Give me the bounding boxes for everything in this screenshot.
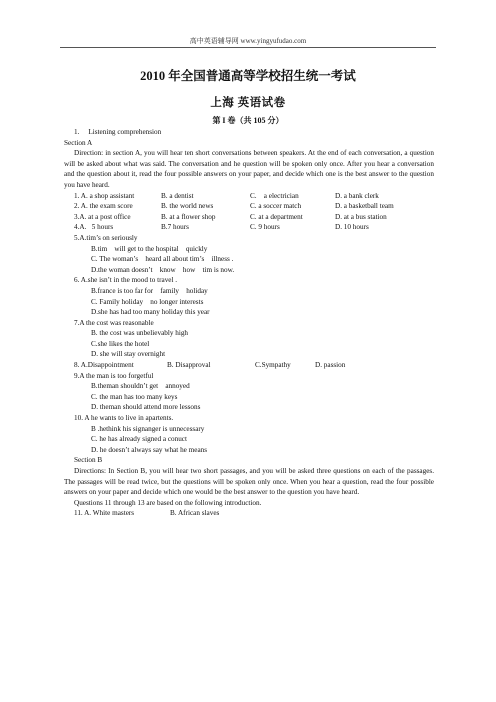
question-9: 9.A the man is too forgetful [74,371,154,380]
question-1: 1. A. a shop assistant B. a dentist C. a electrician D. a bank clerk [74,191,379,200]
option: B.tim will get to the hospital quickly [91,244,208,253]
section-b-directions: Directions: In Section B, you will hear two short passages, and you will be asked three questions on each of the passages. The passages will be read twice, but the questions will be spoken only once. When you hear a question, read the four possible answers on your paper and decide which one would be the best answer to the question you have heard. [64,467,434,497]
option: C. The woman’s heard all about tim’s illness . [91,255,234,264]
question-11: 11. A. White masters B. African slaves [74,509,220,518]
question-7: 7.A the cost was reasonable [74,318,154,327]
part-title: 第 I 卷（共 105 分） [212,116,284,125]
question-5: 5.A.tim’s on seriously [74,233,138,242]
question-4: 4.A. 5 hours B.7 hours C. 9 hours D. 10 hours [74,223,369,232]
question-2: 2. A. the exam score B. the world news C. a soccer match D. a basketball team [74,202,394,211]
option: C. he has already signed a conuct [91,435,187,444]
section-heading: 1. Listening comprehension [74,128,162,136]
question-3: 3.A. at a post office B. at a flower shop C. at a department D. at a bus station [74,212,387,221]
page-header: 高中英语辅导网 www.yingyufudao.com [189,37,307,45]
option: B.theman shouldn’t get annoyed [91,382,190,391]
option: B.france is too far for family holiday [91,286,208,295]
section-b-label: Section B [74,456,103,465]
section-a-label: Section A [64,138,93,147]
question-8: 8. A.Disappointment B. Disapproval C.Sympathy D. passion [74,361,346,370]
option: D.she has had too many holiday this year [91,308,210,317]
option: C. the man has too many keys [91,392,178,401]
questions-intro: Questions 11 through 13 are based on the following introduction. [74,498,262,507]
option: D. theman should attend more lessons [91,403,201,412]
option: C.she likes the hotel [91,339,150,348]
section-a-directions: Direction: in section A, you will hear ten short conversations between speakers. At the end of each conversation, a question will be asked about what was said. The conversation and he question will be spoken only once. After you hear a conversation and the question about it, read the four possible answers on your paper, and decide which one is the best answer to the question you have heard. [64,149,434,189]
question-10: 10. A he wants to live in apartents. [74,414,174,423]
exam-subtitle: 上海 英语试卷 [210,97,286,109]
option: B .hethink his signanger is unnecessary [91,424,205,433]
header-rule [60,47,436,48]
option: D. she will stay overnight [91,350,166,359]
option: D.the woman doesn’t know how tim is now. [91,265,235,274]
option: D. he doesn’t always say what he means [91,445,208,454]
exam-body [64,127,434,519]
option: C. Family holiday no longer interests [91,297,204,306]
option: B. the cost was unbelievably high [91,329,189,338]
question-6: 6. A.she isn’t in the mood to travel . [74,276,178,285]
exam-title: 2010 年全国普通高等学校招生统一考试 [140,69,356,83]
